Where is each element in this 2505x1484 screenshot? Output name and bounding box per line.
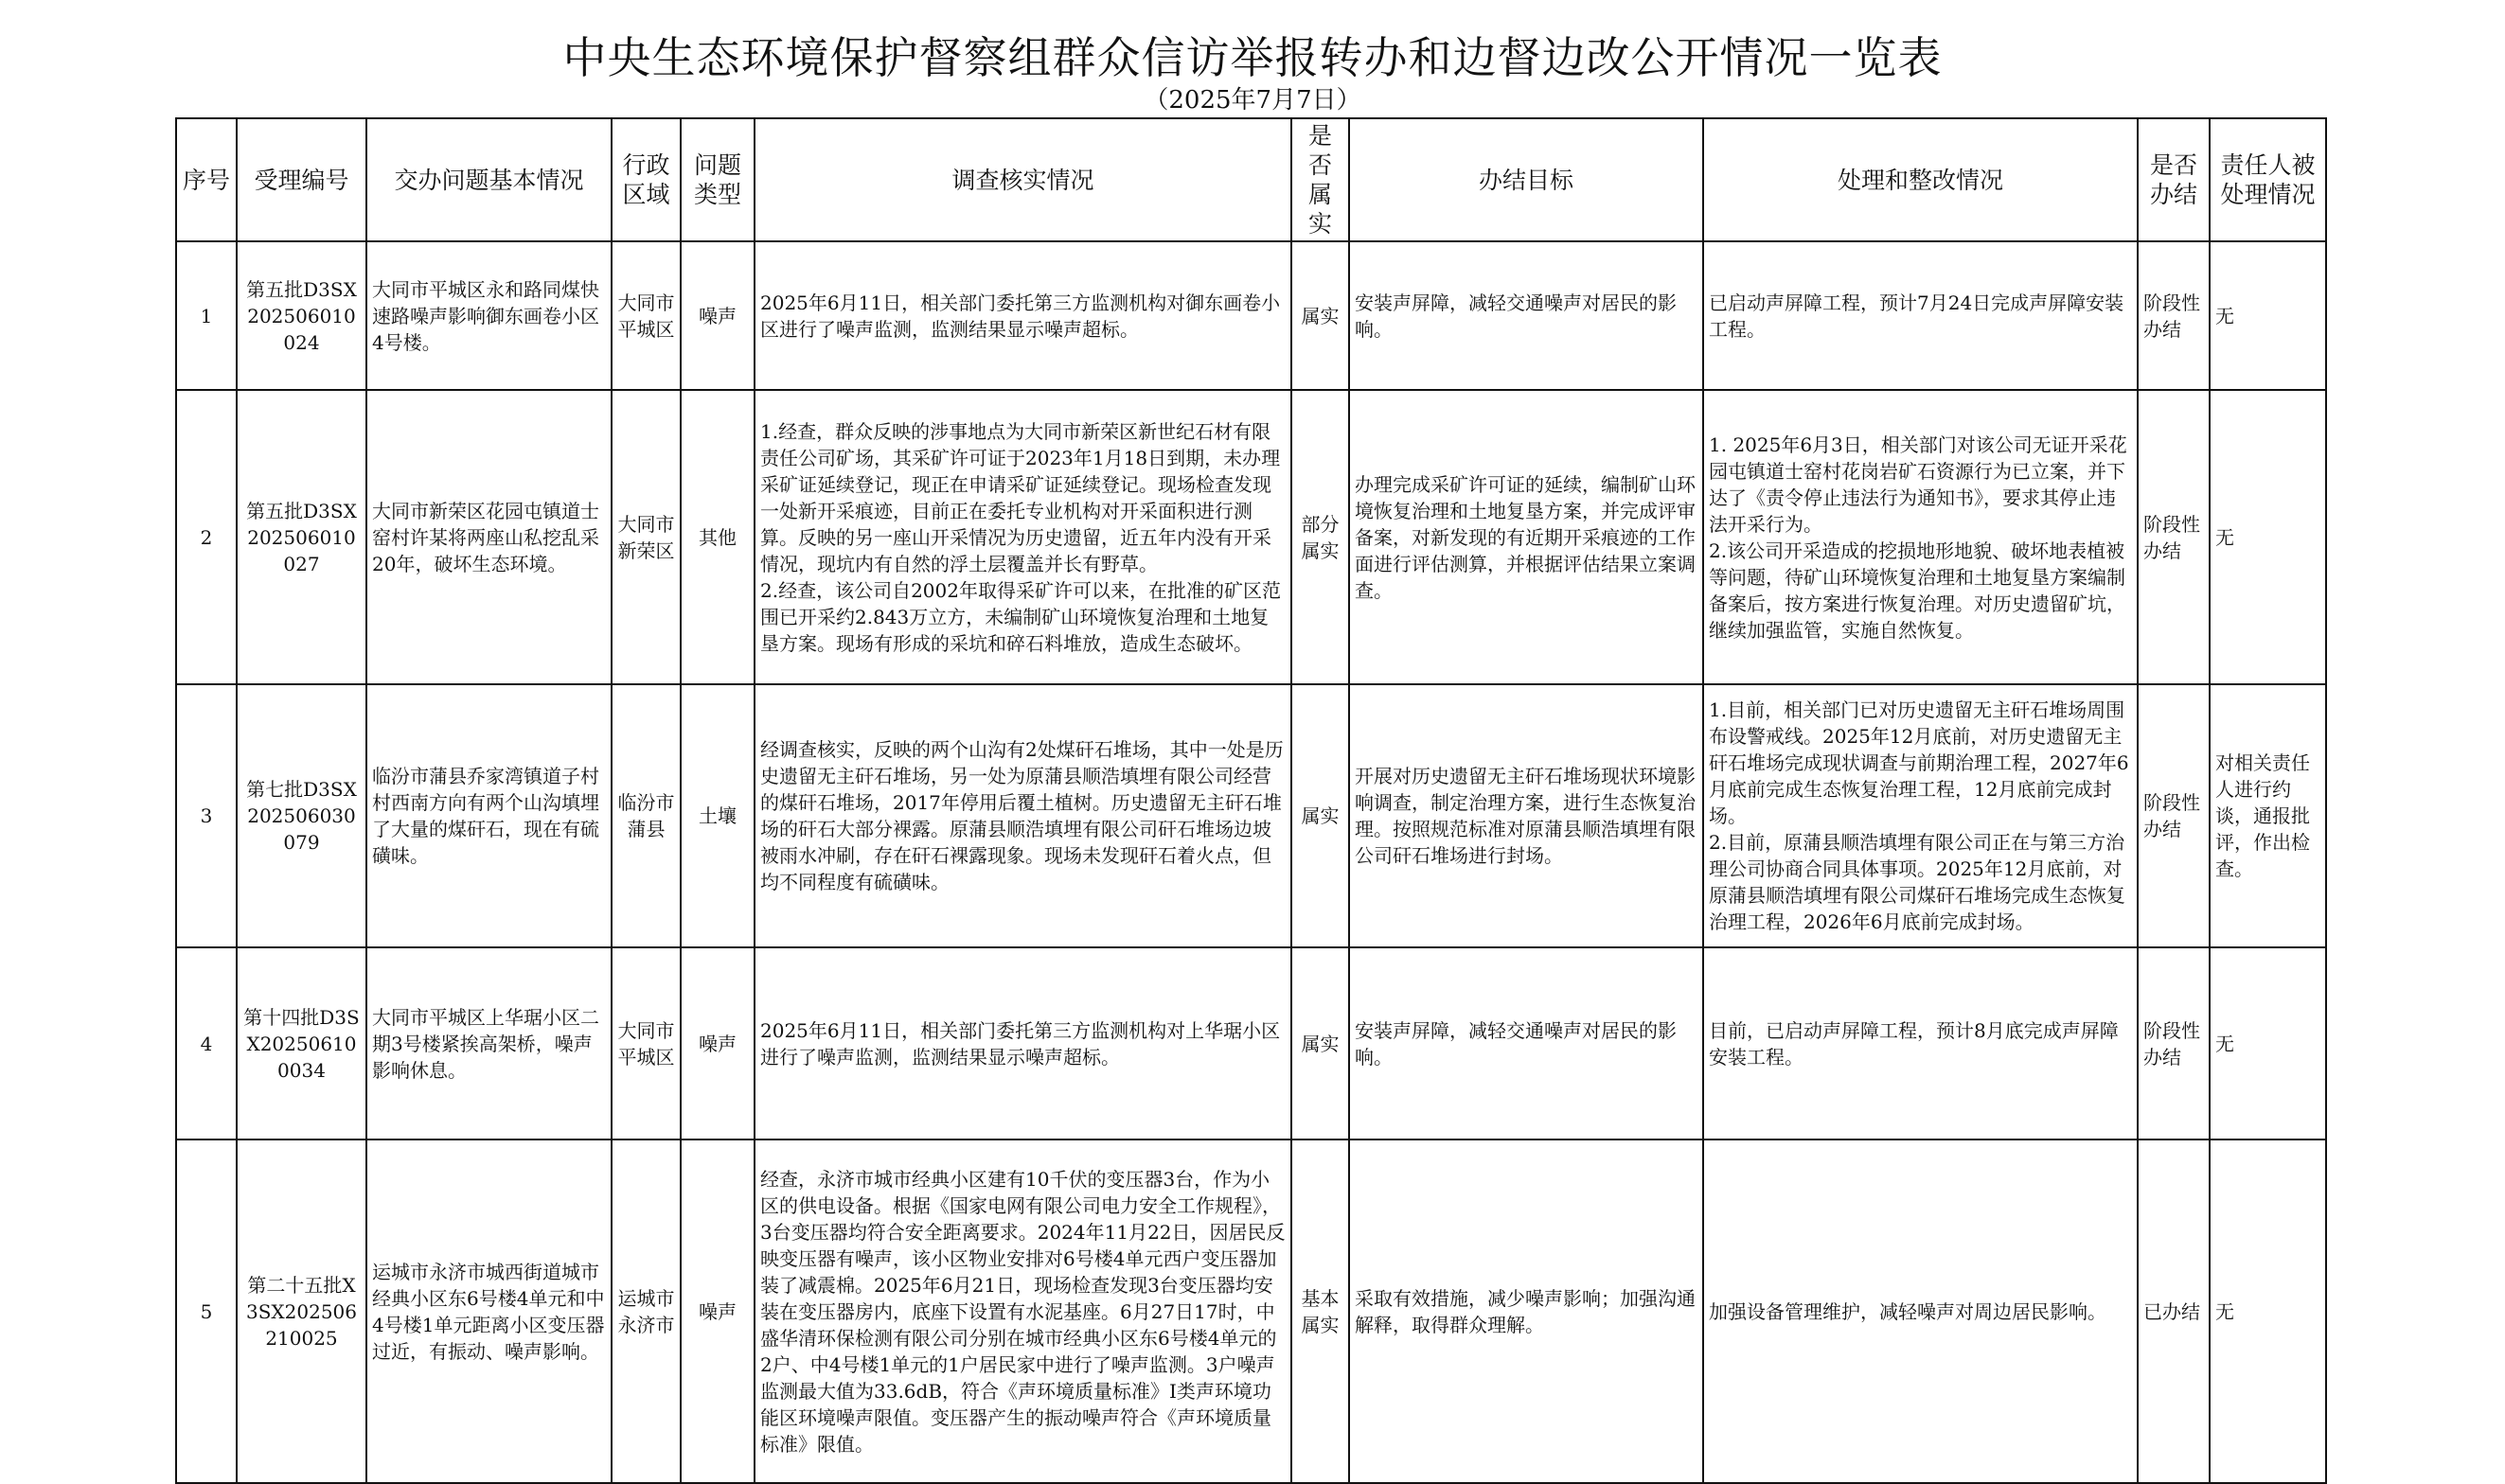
cell-type: 土壤: [681, 684, 755, 947]
cell-goal: 办理完成采矿许可证的延续，编制矿山环境恢复治理和土地复垦方案，并完成评审备案，对新发现的有近期开采痕迹的工作面进行评估测算，并根据评估结果立案调查。: [1349, 390, 1703, 684]
cell-investigation: 经查，永济市城市经典小区建有10千伏的变压器3台，作为小区的供电设备。根据《国家电网有限公司电力安全工作规程》，3台变压器均符合安全距离要求。2024年11月22日，因居民反映变压器有噪声，该小区物业安排对6号楼4单元西户变压器加装了减震棉。2025年6月21日，现场检查发现3台变压器均安装在变压器房内，底座下设置有水泥基座。6月27日17时，中盛华清环保检测有限公司分别在城市经典小区东6号楼4单元的2户、中4号楼1单元的1户居民家中进行了噪声监测。3户噪声监测最大值为33.6dB，符合《声环境质量标准》Ⅰ类声环境功能区环境噪声限值。变压器产生的振动噪声符合《声环境质量标准》限值。: [755, 1140, 1291, 1483]
cell-issue: 临汾市蒲县乔家湾镇道子村村西南方向有两个山沟填埋了大量的煤矸石，现在有硫磺味。: [366, 684, 612, 947]
cell-verified: 基本属实: [1291, 1140, 1349, 1483]
cell-acceptance-no: 第七批D3SX202506030079: [237, 684, 366, 947]
cell-verified: 属实: [1291, 241, 1349, 390]
cell-acceptance-no: 第五批D3SX202506010024: [237, 241, 366, 390]
header-region: 行政区域: [612, 118, 681, 241]
cell-region: 临汾市蒲县: [612, 684, 681, 947]
header-acceptance-no: 受理编号: [237, 118, 366, 241]
cell-region: 运城市永济市: [612, 1140, 681, 1483]
header-seq: 序号: [176, 118, 237, 241]
cell-handling: 1.目前，相关部门已对历史遗留无主矸石堆场周围布设警戒线。2025年12月底前，对历史遗留无主矸石堆场完成现状调查与前期治理工程，2027年6月底前完成生态恢复治理工程，12月底前完成封场。 2.目前，原蒲县顺浩填埋有限公司正在与第三方治理公司协商合同具体事项。2025年12月底前，对原蒲县顺浩填埋有限公司煤矸石堆场完成生态恢复治理工程，2026年6月底前完成封场。: [1703, 684, 2138, 947]
cell-type: 噪声: [681, 1140, 755, 1483]
cell-goal: 采取有效措施，减少噪声影响；加强沟通解释，取得群众理解。: [1349, 1140, 1703, 1483]
cell-seq: 2: [176, 390, 237, 684]
report-date: （2025年7月7日）: [1144, 86, 1361, 115]
cell-accountability: 无: [2210, 241, 2326, 390]
table-row: [176, 684, 2326, 947]
cell-verified: 属实: [1291, 947, 1349, 1140]
header-completed: 是否办结: [2138, 118, 2210, 241]
cell-seq: 4: [176, 947, 237, 1140]
cell-investigation: 2025年6月11日，相关部门委托第三方监测机构对御东画卷小区进行了噪声监测，监测结果显示噪声超标。: [755, 241, 1291, 390]
table-row: [176, 390, 2326, 684]
header-issue: 交办问题基本情况: [366, 118, 612, 241]
report-table: [175, 117, 2327, 1484]
cell-issue: 大同市平城区上华琚小区二期3号楼紧挨高架桥，噪声影响休息。: [366, 947, 612, 1140]
cell-goal: 安装声屏障，减轻交通噪声对居民的影响。: [1349, 947, 1703, 1140]
cell-acceptance-no: 第五批D3SX202506010027: [237, 390, 366, 684]
cell-handling: 已启动声屏障工程，预计7月24日完成声屏障安装工程。: [1703, 241, 2138, 390]
cell-handling: 目前，已启动声屏障工程，预计8月底完成声屏障安装工程。: [1703, 947, 2138, 1140]
cell-completed: 阶段性办结: [2138, 390, 2210, 684]
header-verified: 是否属实: [1291, 118, 1349, 241]
cell-type: 噪声: [681, 241, 755, 390]
cell-verified: 属实: [1291, 684, 1349, 947]
cell-seq: 1: [176, 241, 237, 390]
header-goal: 办结目标: [1349, 118, 1703, 241]
cell-completed: 已办结: [2138, 1140, 2210, 1483]
cell-type: 噪声: [681, 947, 755, 1140]
page-title: 中央生态环境保护督察组群众信访举报转办和边督边改公开情况一览表: [562, 32, 1943, 83]
cell-verified: 部分属实: [1291, 390, 1349, 684]
header-row: [176, 118, 2326, 241]
cell-goal: 开展对历史遗留无主矸石堆场现状环境影响调查，制定治理方案，进行生态恢复治理。按照规范标准对原蒲县顺浩填埋有限公司矸石堆场进行封场。: [1349, 684, 1703, 947]
cell-seq: 3: [176, 684, 237, 947]
header-investigation: 调查核实情况: [755, 118, 1291, 241]
cell-investigation: 1.经查，群众反映的涉事地点为大同市新荣区新世纪石材有限责任公司矿场，其采矿许可证于2023年1月18日到期，未办理采矿证延续登记，现正在申请采矿证延续登记。现场检查发现一处新开采痕迹，目前正在委托专业机构对开采面积进行测算。反映的另一座山开采情况为历史遗留，近五年内没有开采情况，现坑内有自然的浮土层覆盖并长有野草。 2.经查，该公司自2002年取得采矿许可以来，在批准的矿区范围已开采约2.843万立方，未编制矿山环境恢复治理和土地复垦方案。现场有形成的采坑和碎石料堆放，造成生态破坏。: [755, 390, 1291, 684]
cell-investigation: 经调查核实，反映的两个山沟有2处煤矸石堆场，其中一处是历史遗留无主矸石堆场，另一处为原蒲县顺浩填埋有限公司经营的煤矸石堆场，2017年停用后覆土植树。历史遗留无主矸石堆场的矸石大部分裸露。原蒲县顺浩填埋有限公司矸石堆场边坡被雨水冲刷，存在矸石裸露现象。现场未发现矸石着火点，但均不同程度有硫磺味。: [755, 684, 1291, 947]
cell-handling: 1. 2025年6月3日，相关部门对该公司无证开采花园屯镇道士窑村花岗岩矿石资源行为已立案，并下达了《责令停止违法行为通知书》，要求其停止违法开采行为。 2.该公司开采造成的挖损地形地貌、破坏地表植被等问题，待矿山环境恢复治理和土地复垦方案编制备案后，按方案进行恢复治理。对历史遗留矿坑，继续加强监管，实施自然恢复。: [1703, 390, 2138, 684]
cell-region: 大同市新荣区: [612, 390, 681, 684]
table-row: [176, 947, 2326, 1140]
cell-completed: 阶段性办结: [2138, 241, 2210, 390]
cell-issue: 运城市永济市城西街道城市经典小区东6号楼4单元和中4号楼1单元距离小区变压器过近，有振动、噪声影响。: [366, 1140, 612, 1483]
cell-accountability: 无: [2210, 947, 2326, 1140]
cell-region: 大同市平城区: [612, 947, 681, 1140]
cell-acceptance-no: 第十四批D3SX202506100034: [237, 947, 366, 1140]
cell-acceptance-no: 第二十五批X3SX202506210025: [237, 1140, 366, 1483]
table-row: [176, 241, 2326, 390]
cell-seq: 5: [176, 1140, 237, 1483]
table-row: [176, 1140, 2326, 1483]
cell-investigation: 2025年6月11日，相关部门委托第三方监测机构对上华琚小区进行了噪声监测，监测结果显示噪声超标。: [755, 947, 1291, 1140]
header-handling: 处理和整改情况: [1703, 118, 2138, 241]
header-accountability: 责任人被处理情况: [2210, 118, 2326, 241]
cell-completed: 阶段性办结: [2138, 684, 2210, 947]
cell-accountability: 对相关责任人进行约谈，通报批评，作出检查。: [2210, 684, 2326, 947]
cell-issue: 大同市新荣区花园屯镇道士窑村许某将两座山私挖乱采20年，破坏生态环境。: [366, 390, 612, 684]
cell-completed: 阶段性办结: [2138, 947, 2210, 1140]
cell-accountability: 无: [2210, 1140, 2326, 1483]
cell-issue: 大同市平城区永和路同煤快速路噪声影响御东画卷小区4号楼。: [366, 241, 612, 390]
cell-accountability: 无: [2210, 390, 2326, 684]
cell-goal: 安装声屏障，减轻交通噪声对居民的影响。: [1349, 241, 1703, 390]
header-type: 问题类型: [681, 118, 755, 241]
cell-type: 其他: [681, 390, 755, 684]
cell-handling: 加强设备管理维护，减轻噪声对周边居民影响。: [1703, 1140, 2138, 1483]
cell-region: 大同市平城区: [612, 241, 681, 390]
